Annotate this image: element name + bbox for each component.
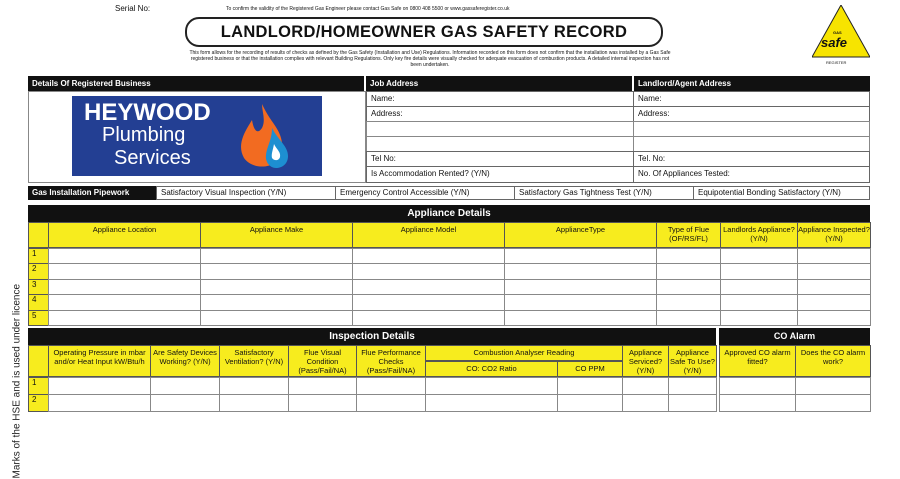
appliance-header-cell: Appliance Inspected? (Y/N) <box>797 222 871 248</box>
appliance-cell[interactable] <box>656 310 721 326</box>
inspection-row-number: 1 <box>28 377 49 395</box>
landlord-address-field[interactable]: Address: <box>633 106 870 122</box>
inspection-cell[interactable] <box>288 377 357 395</box>
appliance-row-number: 2 <box>28 263 49 279</box>
heywood-logo-line3: Services <box>114 147 191 169</box>
job-name-field[interactable]: Name: <box>366 91 634 107</box>
inspection-header-cell: Flue Performance Checks (Pass/Fail/NA) <box>356 345 426 377</box>
inspection-cell[interactable] <box>425 377 558 395</box>
appliance-cell[interactable] <box>720 310 798 326</box>
inspection-header-cell: Combustion Analyser Reading <box>425 345 623 361</box>
appliance-cell[interactable] <box>352 310 505 326</box>
landlord-appliances-field[interactable]: No. Of Appliances Tested: <box>633 166 870 183</box>
gas-safe-logo <box>812 5 870 65</box>
heywood-logo-line2: Plumbing <box>102 124 186 146</box>
inspection-cell[interactable] <box>622 377 669 395</box>
landlord-name-field[interactable]: Name: <box>633 91 870 107</box>
appliance-header-cell: Type of Flue (OF/RS/FL) <box>656 222 721 248</box>
checker-text: To confirm the validity of the Registered Gas Engineer please contact Gas Safe on 0800 408 5500 or www.gassaferegister.co.uk <box>226 6 510 12</box>
appliance-cell[interactable] <box>352 263 505 279</box>
title-box <box>185 17 663 47</box>
appliance-cell[interactable] <box>48 294 201 310</box>
appliance-row-number: 1 <box>28 248 49 264</box>
inspection-subheader-co-ratio: CO: CO2 Ratio <box>425 361 558 377</box>
inspection-cell[interactable] <box>48 377 151 395</box>
appliance-cell[interactable] <box>656 294 721 310</box>
page-title: LANDLORD/HOMEOWNER GAS SAFETY RECORD <box>220 22 628 41</box>
gas-safe-safe-text: safe <box>821 35 848 50</box>
appliance-header-blank <box>28 222 49 248</box>
appliance-cell[interactable] <box>656 248 721 264</box>
inspection-cell[interactable] <box>425 394 558 412</box>
appliance-cell[interactable] <box>200 279 353 295</box>
appliance-cell[interactable] <box>48 310 201 326</box>
co-alarm-cell[interactable] <box>719 377 796 395</box>
job-address-line2[interactable] <box>366 121 634 137</box>
job-address-line3[interactable] <box>366 136 634 152</box>
inspection-header-blank <box>28 345 49 377</box>
inspection-cell[interactable] <box>356 394 426 412</box>
appliance-cell[interactable] <box>200 248 353 264</box>
job-heading: Job Address <box>366 76 632 91</box>
inspection-cell[interactable] <box>622 394 669 412</box>
inspection-cell[interactable] <box>668 394 717 412</box>
inspection-header-cell: Flue Visual Condition (Pass/Fail/NA) <box>288 345 357 377</box>
inspection-cell[interactable] <box>150 377 220 395</box>
appliance-cell[interactable] <box>504 248 657 264</box>
landlord-tel-field[interactable]: Tel. No: <box>633 151 870 167</box>
appliance-cell[interactable] <box>720 263 798 279</box>
appliance-cell[interactable] <box>656 263 721 279</box>
appliance-cell[interactable] <box>352 248 505 264</box>
appliance-cell[interactable] <box>48 279 201 295</box>
inspection-cell[interactable] <box>288 394 357 412</box>
landlord-address-line2[interactable] <box>633 121 870 137</box>
flame-drop-icon <box>232 100 310 174</box>
inspection-header-cell: Appliance Safe To Use? (Y/N) <box>668 345 717 377</box>
inspection-header-cell: Appliance Serviced? (Y/N) <box>622 345 669 377</box>
appliance-cell[interactable] <box>200 263 353 279</box>
inspection-cell[interactable] <box>219 377 289 395</box>
inspection-cell[interactable] <box>150 394 220 412</box>
appliance-row-number: 3 <box>28 279 49 295</box>
heywood-logo-line1: HEYWOOD <box>84 99 211 126</box>
intro-text: This form allows for the recording of results of checks as defined by the Gas Safety (Installation and Use) Regulations. Information recorded on this form does not confirm that the installation was installed by a Gas Safe registered business or that the installation complies with relevant Building Regulations. Only key fire details were visually checked for adequate evacuation of combustion products. A detailed internal inspection has not been undertaken. <box>189 50 671 68</box>
pipework-tightness-test[interactable]: Satisfactory Gas Tightness Test (Y/N) <box>514 186 694 200</box>
inspection-cell[interactable] <box>557 377 623 395</box>
appliance-cell[interactable] <box>200 310 353 326</box>
appliance-cell[interactable] <box>656 279 721 295</box>
job-rented-field[interactable]: Is Accommodation Rented? (Y/N) <box>366 166 634 183</box>
appliance-header-cell: ApplianceType <box>504 222 657 248</box>
heywood-logo <box>72 96 322 176</box>
co-alarm-cell[interactable] <box>719 394 796 412</box>
appliance-cell[interactable] <box>200 294 353 310</box>
serial-label: Serial No: <box>115 4 151 13</box>
appliance-cell[interactable] <box>797 279 871 295</box>
appliance-cell[interactable] <box>48 263 201 279</box>
inspection-header-cell: Are Safety Devices Working? (Y/N) <box>150 345 220 377</box>
job-tel-field[interactable]: Tel No: <box>366 151 634 167</box>
appliance-heading: Appliance Details <box>28 205 870 222</box>
appliance-header-cell: Appliance Location <box>48 222 201 248</box>
pipework-label: Gas Installation Pipework <box>28 186 156 200</box>
landlord-heading: Landlord/Agent Address <box>634 76 870 91</box>
pipework-visual-inspection[interactable]: Satisfactory Visual Inspection (Y/N) <box>156 186 336 200</box>
appliance-cell[interactable] <box>504 310 657 326</box>
pipework-emergency-control[interactable]: Emergency Control Accessible (Y/N) <box>335 186 515 200</box>
appliance-row-number: 4 <box>28 294 49 310</box>
co-alarm-cell[interactable] <box>795 394 871 412</box>
sidebar-licence-text: Marks of the HSE and is used under licence <box>11 283 23 479</box>
appliance-cell[interactable] <box>797 310 871 326</box>
appliance-cell[interactable] <box>504 279 657 295</box>
landlord-address-line3[interactable] <box>633 136 870 152</box>
co-alarm-header-cell: Approved CO alarm fitted? <box>719 345 796 377</box>
appliance-cell[interactable] <box>504 294 657 310</box>
co-alarm-cell[interactable] <box>795 377 871 395</box>
appliance-cell[interactable] <box>48 248 201 264</box>
gas-safe-gas-text: GAS <box>833 30 842 35</box>
appliance-cell[interactable] <box>720 294 798 310</box>
co-alarm-heading: CO Alarm <box>719 328 870 345</box>
inspection-cell[interactable] <box>557 394 623 412</box>
appliance-cell[interactable] <box>797 294 871 310</box>
inspection-heading: Inspection Details <box>28 328 716 345</box>
inspection-cell[interactable] <box>219 394 289 412</box>
inspection-header-cell: Satisfactory Ventilation? (Y/N) <box>219 345 289 377</box>
job-address-field[interactable]: Address: <box>366 106 634 122</box>
appliance-header-cell: Appliance Model <box>352 222 505 248</box>
appliance-cell[interactable] <box>797 263 871 279</box>
inspection-header-cell: Operating Pressure in mbar and/or Heat Input kW/Btu/h <box>48 345 151 377</box>
appliance-cell[interactable] <box>352 279 505 295</box>
inspection-row-number: 2 <box>28 394 49 412</box>
inspection-cell[interactable] <box>668 377 717 395</box>
business-heading: Details Of Registered Business <box>28 76 364 91</box>
pipework-equipotential-bonding[interactable]: Equipotential Bonding Satisfactory (Y/N) <box>693 186 870 200</box>
inspection-cell[interactable] <box>48 394 151 412</box>
appliance-cell[interactable] <box>797 248 871 264</box>
appliance-row-number: 5 <box>28 310 49 326</box>
appliance-header-cell: Landlords Appliance? (Y/N) <box>720 222 798 248</box>
appliance-cell[interactable] <box>352 294 505 310</box>
inspection-subheader-co-ppm: CO PPM <box>557 361 623 377</box>
appliance-cell[interactable] <box>504 263 657 279</box>
appliance-cell[interactable] <box>720 279 798 295</box>
appliance-cell[interactable] <box>720 248 798 264</box>
co-alarm-header-cell: Does the CO alarm work? <box>795 345 871 377</box>
appliance-header-cell: Appliance Make <box>200 222 353 248</box>
inspection-cell[interactable] <box>356 377 426 395</box>
gas-safe-register-text: REGISTER <box>826 60 847 65</box>
